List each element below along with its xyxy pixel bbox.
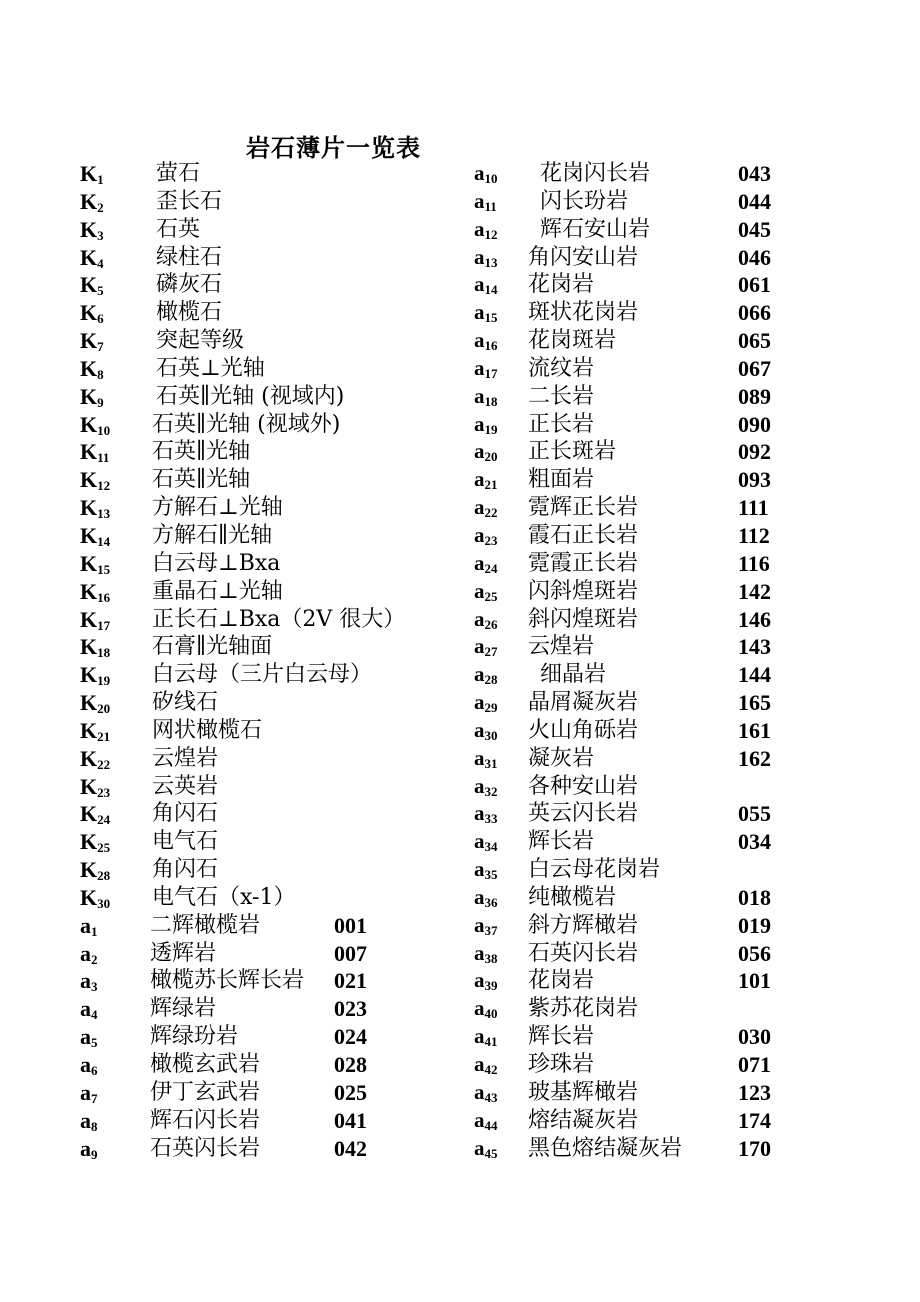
sample-code: $K_3$ (80, 216, 104, 243)
list-item (80, 940, 460, 968)
list-item (80, 717, 460, 745)
sample-name: 正长石⊥Bxa（2V 很大） (152, 606, 406, 632)
list-item (80, 745, 460, 773)
sample-number: 024 (334, 1024, 367, 1050)
sample-number: 089 (738, 383, 771, 409)
list-item (474, 606, 794, 634)
sample-code: $a_{30}$ (474, 717, 498, 743)
sample-code: $a_{45}$ (474, 1135, 498, 1161)
sample-code: $a_8$ (80, 1107, 98, 1134)
sample-name: 石英∥光轴 (152, 467, 251, 493)
sample-name: 方解石⊥光轴 (152, 495, 283, 521)
list-item (80, 383, 460, 411)
sample-number: 144 (738, 662, 771, 688)
sample-code: $a_{27}$ (474, 634, 498, 660)
sample-name: 歪长石 (156, 188, 223, 214)
list-item (474, 1135, 794, 1163)
list-item (80, 1107, 460, 1135)
sample-name: 斜方辉橄岩 (528, 912, 639, 938)
list-item (80, 967, 460, 995)
sample-name: 方解石∥光轴 (152, 522, 273, 548)
sample-number: 165 (738, 690, 771, 716)
sample-name: 橄榄石 (156, 300, 223, 326)
sample-name: 白云母花岗岩 (528, 857, 661, 883)
sample-name: 角闪安山岩 (528, 244, 639, 270)
sample-code: $a_1$ (80, 912, 98, 939)
sample-code: $a_{20}$ (474, 439, 498, 465)
sample-number: 028 (334, 1052, 367, 1077)
sample-name: 角闪石 (152, 801, 219, 827)
list-item (474, 494, 794, 522)
sample-code: $K_4$ (80, 244, 104, 271)
sample-code: $a_{40}$ (474, 996, 498, 1022)
list-item (474, 1079, 794, 1107)
sample-name: 网状橄榄石 (152, 717, 263, 743)
sample-name: 石英∥光轴 (152, 439, 251, 465)
sample-code: $K_{14}$ (80, 522, 111, 549)
list-item (80, 494, 460, 522)
sample-code: $a_{43}$ (474, 1079, 498, 1105)
sample-name: 纯橄榄岩 (528, 884, 617, 910)
sample-code: $a_{11}$ (474, 188, 497, 214)
sample-name: 角闪石 (152, 857, 219, 883)
sample-code: $K_{28}$ (80, 857, 111, 884)
sample-name: 绿柱石 (156, 244, 223, 270)
sample-number: 071 (738, 1052, 771, 1077)
sample-code: $K_2$ (80, 188, 104, 215)
sample-code: $K_1$ (80, 161, 104, 187)
sample-code: $a_{22}$ (474, 495, 498, 521)
list-item (80, 244, 460, 272)
sample-name: 橄榄苏长辉长岩 (150, 968, 305, 994)
sample-code: $a_{41}$ (474, 1024, 498, 1050)
list-item (474, 578, 794, 606)
list-item (80, 1079, 460, 1107)
list-item (474, 271, 794, 299)
sample-name: 黑色熔结凝灰岩 (528, 1135, 683, 1161)
sample-name: 矽线石 (152, 690, 219, 716)
sample-number: 045 (738, 216, 771, 242)
sample-number: 030 (738, 1024, 771, 1050)
sample-name: 石英 (156, 216, 201, 242)
sample-code: $K_9$ (80, 383, 104, 410)
list-item (80, 856, 460, 884)
list-item (474, 967, 794, 995)
sample-name: 粗面岩 (528, 467, 595, 493)
list-item (80, 912, 460, 940)
sample-name: 云煌岩 (152, 745, 219, 771)
sample-code: $a_{32}$ (474, 773, 498, 799)
list-item (474, 299, 794, 327)
sample-code: $a_2$ (80, 940, 98, 967)
sample-name: 晶屑凝灰岩 (528, 690, 639, 716)
sample-name: 斑状花岗岩 (528, 300, 639, 326)
sample-name: 白云母⊥Bxa (152, 550, 281, 576)
sample-code: $K_8$ (80, 355, 104, 382)
sample-code: $a_{16}$ (474, 328, 498, 354)
sample-name: 石英∥光轴 (视域内) (156, 383, 345, 409)
sample-name: 石膏∥光轴面 (152, 634, 273, 660)
sample-number: 065 (738, 328, 771, 354)
sample-number: 021 (334, 968, 367, 994)
sample-name: 辉石闪长岩 (150, 1107, 261, 1133)
list-item (80, 411, 460, 439)
list-item (80, 689, 460, 717)
sample-code: $K_{21}$ (80, 717, 111, 744)
sample-code: $a_{37}$ (474, 912, 498, 938)
list-item (474, 244, 794, 272)
sample-name: 电气石（x-1） (152, 884, 296, 910)
sample-number: 174 (738, 1107, 771, 1133)
list-item (80, 884, 460, 912)
sample-name: 磷灰石 (156, 272, 223, 298)
sample-code: $K_{15}$ (80, 550, 111, 577)
sample-number: 111 (738, 495, 769, 521)
sample-name: 辉绿岩 (150, 996, 217, 1022)
list-item (80, 633, 460, 661)
list-item (474, 355, 794, 383)
list-item (80, 773, 460, 801)
sample-number: 001 (334, 912, 367, 938)
list-item (474, 522, 794, 550)
sample-code: $K_6$ (80, 300, 104, 327)
sample-name: 玻基辉橄岩 (528, 1079, 639, 1105)
sample-code: $a_{21}$ (474, 467, 498, 493)
sample-number: 161 (738, 717, 771, 743)
sample-number: 142 (738, 578, 771, 604)
sample-name: 花岗岩 (528, 968, 595, 994)
list-item (474, 633, 794, 661)
list-item (474, 438, 794, 466)
sample-code: $a_{19}$ (474, 411, 498, 437)
sample-number: 146 (738, 606, 771, 632)
sample-number: 034 (738, 829, 771, 855)
list-item (474, 466, 794, 494)
list-item (80, 606, 460, 634)
sample-number: 116 (738, 550, 770, 576)
list-item (80, 160, 460, 188)
list-item (474, 160, 794, 188)
sample-code: $K_5$ (80, 272, 104, 299)
sample-code: $a_{18}$ (474, 383, 498, 409)
sample-name: 紫苏花岗岩 (528, 996, 639, 1022)
sample-number: 041 (334, 1107, 367, 1133)
sample-name: 闪斜煌斑岩 (528, 578, 639, 604)
sample-name: 正长斑岩 (528, 439, 617, 465)
sample-name: 辉石安山岩 (540, 216, 651, 242)
list-item (474, 912, 794, 940)
sample-name: 霓辉正长岩 (528, 495, 639, 521)
sample-code: $K_{13}$ (80, 495, 111, 522)
list-item (474, 1023, 794, 1051)
sample-name: 电气石 (152, 829, 219, 855)
sample-number: 007 (334, 940, 367, 966)
sample-name: 花岗斑岩 (528, 328, 617, 354)
sample-code: $a_{29}$ (474, 690, 498, 716)
sample-code: $a_3$ (80, 968, 98, 995)
left-column (80, 160, 460, 1162)
sample-name: 橄榄玄武岩 (150, 1052, 261, 1077)
sample-name: 细晶岩 (540, 662, 607, 688)
sample-name: 突起等级 (156, 328, 245, 354)
list-item (80, 800, 460, 828)
list-item (80, 995, 460, 1023)
list-item (80, 522, 460, 550)
sample-name: 熔结凝灰岩 (528, 1107, 639, 1133)
sample-name: 辉绿玢岩 (150, 1024, 239, 1050)
list-item (474, 383, 794, 411)
sample-code: $a_{14}$ (474, 272, 498, 298)
sample-code: $a_6$ (80, 1052, 98, 1078)
list-item (474, 940, 794, 968)
sample-code: $a_{31}$ (474, 745, 498, 771)
sample-name: 辉长岩 (528, 829, 595, 855)
page-title: 岩石薄片一览表 (246, 133, 421, 162)
sample-name: 流纹岩 (528, 355, 595, 381)
sample-code: $K_{30}$ (80, 884, 111, 911)
list-item (80, 188, 460, 216)
sample-number: 170 (738, 1135, 771, 1161)
sample-number: 067 (738, 355, 771, 381)
list-item (80, 661, 460, 689)
list-item (474, 884, 794, 912)
sample-name: 石英⊥光轴 (156, 355, 265, 381)
sample-number: 112 (738, 522, 770, 548)
sample-code: $K_{16}$ (80, 578, 111, 605)
sample-number: 101 (738, 968, 771, 994)
list-item (80, 1051, 460, 1079)
sample-name: 斜闪煌斑岩 (528, 606, 639, 632)
sample-number: 046 (738, 244, 771, 270)
sample-code: $a_{33}$ (474, 801, 498, 827)
sample-number: 066 (738, 300, 771, 326)
sample-name: 珍珠岩 (528, 1052, 595, 1077)
sample-number: 055 (738, 801, 771, 827)
list-item (474, 661, 794, 689)
sample-number: 044 (738, 188, 771, 214)
sample-number: 092 (738, 439, 771, 465)
sample-code: $a_{12}$ (474, 216, 498, 242)
sample-name: 凝灰岩 (528, 745, 595, 771)
sample-number: 123 (738, 1079, 771, 1105)
sample-name: 伊丁玄武岩 (150, 1079, 261, 1105)
sample-number: 061 (738, 272, 771, 298)
sample-code: $a_{24}$ (474, 550, 498, 576)
sample-number: 090 (738, 411, 771, 437)
sample-code: $a_{35}$ (474, 857, 498, 883)
sample-code: $K_{10}$ (80, 411, 111, 438)
sample-name: 辉长岩 (528, 1024, 595, 1050)
list-item (474, 745, 794, 773)
sample-code: $K_{18}$ (80, 634, 111, 661)
sample-number: 162 (738, 745, 771, 771)
sample-code: $a_{28}$ (474, 662, 498, 688)
sample-name: 二辉橄榄岩 (150, 912, 261, 938)
sample-code: $K_{19}$ (80, 662, 111, 689)
sample-code: $a_{25}$ (474, 578, 498, 604)
sample-code: $a_{34}$ (474, 829, 498, 855)
list-item (80, 216, 460, 244)
sample-code: $a_{38}$ (474, 940, 498, 966)
list-item (474, 1107, 794, 1135)
sample-number: 143 (738, 634, 771, 660)
list-item (474, 856, 794, 884)
sample-code: $K_{11}$ (80, 439, 110, 466)
list-item (474, 550, 794, 578)
sample-number: 018 (738, 884, 771, 910)
sample-name: 花岗岩 (528, 272, 595, 298)
sample-code: $K_{23}$ (80, 773, 111, 800)
sample-number: 025 (334, 1079, 367, 1105)
sample-name: 云煌岩 (528, 634, 595, 660)
list-item (80, 327, 460, 355)
list-item (474, 1051, 794, 1079)
sample-name: 石英闪长岩 (150, 1135, 261, 1161)
sample-code: $a_9$ (80, 1135, 98, 1162)
sample-name: 各种安山岩 (528, 773, 639, 799)
sample-code: $a_4$ (80, 996, 98, 1023)
sample-code: $a_{39}$ (474, 968, 498, 994)
sample-name: 石英∥光轴 (视域外) (152, 411, 341, 437)
sample-name: 霞石正长岩 (528, 522, 639, 548)
sample-number: 056 (738, 940, 771, 966)
sample-code: $a_{42}$ (474, 1052, 498, 1077)
sample-code: $a_{26}$ (474, 606, 498, 632)
sample-code: $K_{22}$ (80, 745, 111, 772)
sample-code: $a_{23}$ (474, 522, 498, 548)
sample-code: $K_{12}$ (80, 467, 111, 494)
list-item (474, 411, 794, 439)
sample-code: $a_{10}$ (474, 161, 498, 186)
sample-code: $a_{13}$ (474, 244, 498, 270)
list-item (474, 689, 794, 717)
sample-name: 云英岩 (152, 773, 219, 799)
sample-number: 023 (334, 996, 367, 1022)
sample-code: $K_{20}$ (80, 690, 111, 717)
sample-name: 萤石 (156, 161, 201, 186)
sample-code: $K_7$ (80, 328, 104, 355)
sample-code: $a_{15}$ (474, 300, 498, 326)
sample-code: $K_{25}$ (80, 829, 111, 856)
list-item (474, 216, 794, 244)
sample-name: 石英闪长岩 (528, 940, 639, 966)
list-item (474, 773, 794, 801)
sample-number: 019 (738, 912, 771, 938)
sample-name: 闪长玢岩 (540, 188, 629, 214)
sample-code: $a_7$ (80, 1079, 98, 1106)
list-item (474, 800, 794, 828)
list-item (80, 550, 460, 578)
sample-name: 花岗闪长岩 (540, 161, 651, 186)
sample-name: 白云母（三片白云母） (152, 662, 373, 688)
sample-code: $a_{36}$ (474, 884, 498, 910)
list-item (80, 438, 460, 466)
list-item (80, 1023, 460, 1051)
sample-name: 二长岩 (528, 383, 595, 409)
list-item (80, 299, 460, 327)
sample-name: 重晶石⊥光轴 (152, 578, 283, 604)
sample-number: 042 (334, 1135, 367, 1161)
list-item (474, 717, 794, 745)
sample-name: 霓霞正长岩 (528, 550, 639, 576)
sample-number: 093 (738, 467, 771, 493)
sample-code: $a_{17}$ (474, 355, 498, 381)
list-item (80, 466, 460, 494)
list-item (80, 828, 460, 856)
sample-code: $K_{24}$ (80, 801, 111, 828)
sample-code: $K_{17}$ (80, 606, 111, 633)
sample-code: $a_{44}$ (474, 1107, 498, 1133)
list-item (474, 327, 794, 355)
list-item (474, 188, 794, 216)
sample-name: 正长岩 (528, 411, 595, 437)
sample-code: $a_5$ (80, 1024, 98, 1051)
right-column (474, 160, 794, 1162)
sample-name: 英云闪长岩 (528, 801, 639, 827)
sample-number: 043 (738, 161, 771, 186)
list-item (80, 355, 460, 383)
sample-name: 火山角砾岩 (528, 717, 639, 743)
list-item (80, 578, 460, 606)
sample-name: 透辉岩 (150, 940, 217, 966)
list-item (474, 828, 794, 856)
list-item (80, 1135, 460, 1163)
list-item (80, 271, 460, 299)
list-item (474, 995, 794, 1023)
